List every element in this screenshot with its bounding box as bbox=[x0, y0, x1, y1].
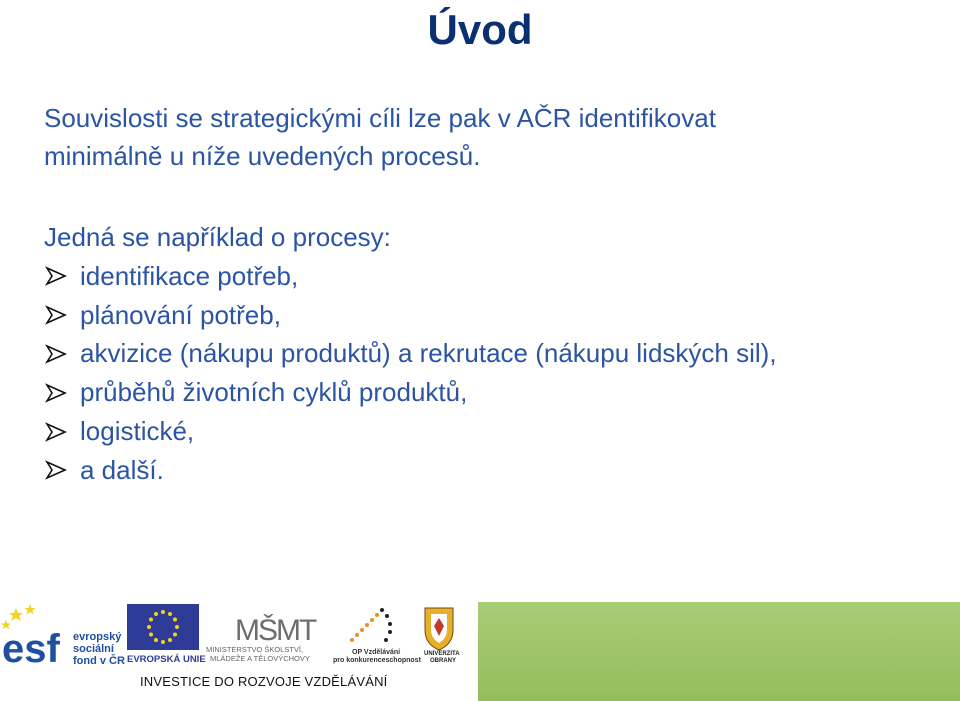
arrow-bullet-icon bbox=[44, 383, 68, 403]
list-item-label: akvizice (nákupu produktů) a rekrutace (nákupu lidských sil), bbox=[80, 338, 777, 369]
list-item bbox=[44, 335, 777, 374]
list-item-label: a další. bbox=[80, 454, 164, 485]
paragraph-line-1: Souvislosti se strategickými cíli lze pak v AČR identifikovat bbox=[44, 103, 716, 133]
msmt-line-2: MLÁDEŽE A TĚLOVÝCHOVY bbox=[210, 654, 310, 663]
list-item bbox=[44, 373, 777, 412]
page-title: Úvod bbox=[427, 6, 533, 53]
msmt-logo bbox=[206, 613, 317, 663]
esf-logo bbox=[1, 604, 125, 671]
list-item bbox=[44, 412, 777, 451]
paragraph-line-2: minimálně u níže uvedených procesů. bbox=[44, 141, 481, 171]
list-item-label: logistické, bbox=[80, 416, 195, 447]
op-logo bbox=[333, 608, 422, 664]
arrow-bullet-icon bbox=[44, 460, 68, 480]
list-item bbox=[44, 451, 777, 490]
esf-line-2: sociální bbox=[73, 643, 114, 655]
footer-tagline: INVESTICE DO ROZVOJE VZDĚLÁVÁNÍ bbox=[140, 674, 388, 689]
list-item bbox=[44, 296, 777, 335]
esf-mark: esf bbox=[2, 627, 60, 671]
esf-line-1: evropský bbox=[73, 631, 122, 643]
arrow-bullet-icon bbox=[44, 344, 68, 364]
green-band bbox=[478, 602, 960, 701]
msmt-mark: MŠMT bbox=[235, 614, 316, 647]
arrow-bullet-icon bbox=[44, 266, 68, 286]
eu-label: EVROPSKÁ UNIE bbox=[127, 654, 206, 665]
list-item-label: identifikace potřeb, bbox=[80, 260, 299, 291]
arrow-bullet-icon bbox=[44, 422, 68, 442]
arrow-bullet-icon bbox=[44, 305, 68, 325]
univerzita-line-2: OBRANY bbox=[430, 658, 457, 664]
list-item bbox=[44, 257, 777, 296]
list-intro: Jedná se například o procesy: bbox=[44, 222, 391, 252]
list-item-label: plánování potřeb, bbox=[80, 299, 281, 330]
op-line-1: OP Vzdělávání bbox=[352, 649, 401, 656]
esf-line-3: fond v ČR bbox=[73, 655, 125, 667]
msmt-line-1: MINISTERSTVO ŠKOLSTVÍ, bbox=[206, 645, 304, 654]
process-list bbox=[44, 257, 777, 490]
eu-flag-logo bbox=[127, 604, 206, 665]
list-item-label: průběhů životních cyklů produktů, bbox=[80, 377, 468, 408]
univerzita-obrany-logo bbox=[424, 608, 460, 664]
univerzita-line-1: UNIVERZITA bbox=[424, 651, 460, 657]
op-line-2: pro konkurenceschopnost bbox=[333, 657, 421, 664]
